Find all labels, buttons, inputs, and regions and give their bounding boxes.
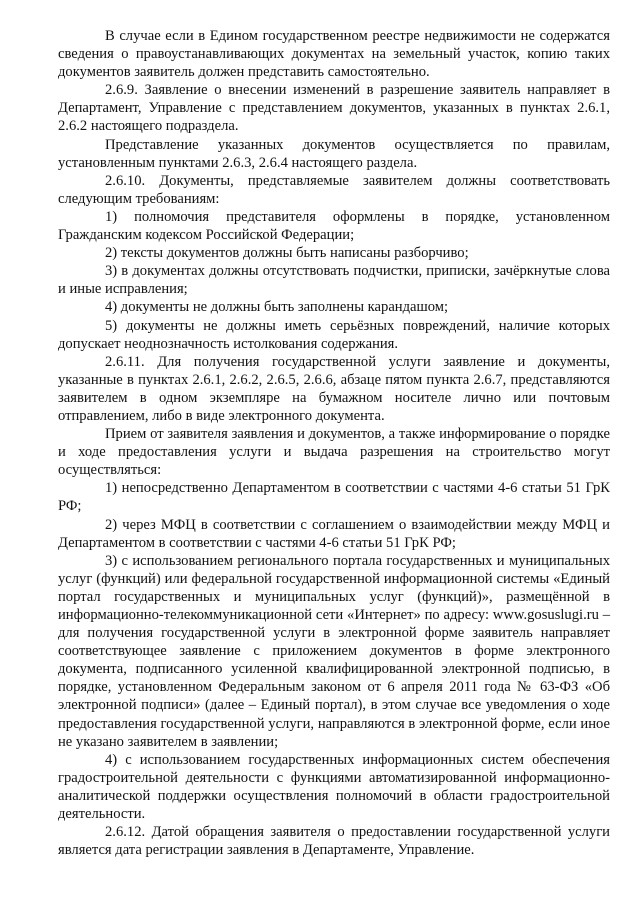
- paragraph-2-6-11: 2.6.11. Для получения государственной услуги заявление и документы, указанные в пунктах 2.6.1, 2.6.2, 2.6.5, 2.6.6, абзаце пятом пункта 2.6.7, представляются заявителем в одном экземпляре на бумажном носителе лично или почтовым отправлением, либо в виде электронного документа.: [58, 353, 610, 424]
- reception-item-4: 4) с использованием государственных информационных систем обеспечения градостроительной деятельности с функциями автоматизированной информационно-аналитической поддержки осуществления полномочий в области градостроительной деятельности.: [58, 751, 610, 823]
- paragraph-reception: Прием от заявителя заявления и документов, а также информирование о порядке и ходе предоставления услуги и выдача разрешения на строительство могут осуществляться:: [58, 426, 610, 479]
- requirement-item-3: 3) в документах должны отсутствовать подчистки, приписки, зачёркнутые слова и иные исправления;: [58, 263, 610, 298]
- requirement-item-5: 5) документы не должны иметь серьёзных повреждений, наличие которых допускает неоднозначность истолкования содержания.: [58, 317, 610, 352]
- requirement-item-2: 2) тексты документов должны быть написаны разборчиво;: [105, 245, 469, 262]
- requirement-item-1: 1) полномочия представителя оформлены в порядке, установленном Гражданским кодексом Российской Федерации;: [58, 208, 610, 244]
- reception-item-2: 2) через МФЦ в соответствии с соглашением о взаимодействии между МФЦ и Департаментом в соответствии с частями 4-6 статьи 51 ГрК РФ;: [58, 516, 610, 551]
- paragraph-egrn-documents: В случае если в Едином государственном реестре недвижимости не содержатся сведения о правоустанавливающих документах на земельный участок, копию таких документов заявитель должен представить самостоятельно.: [58, 28, 610, 81]
- paragraph-2-6-9: 2.6.9. Заявление о внесении изменений в разрешение заявитель направляет в Департамент, Управление с представлением документов, указанных в пунктах 2.6.1, 2.6.2 настоящего подраздела.: [58, 82, 610, 135]
- reception-item-3: 3) с использованием регионального портала государственных и муниципальных услуг (функций) или федеральной государственной информационной системы «Единый портал государственных и муниципальных услуг (функций)», размещённой в информационно-телекоммуникационной сети «Интернет» по адресу: www.gosuslugi.ru – для получения государственной услуги в электронной форме заявитель направляет соответствующее заявление с приложением документов в форме электронного документа, подписанного усиленной квалифицированной электронной подписью, в порядке, установленном Федеральным законом от 6 апреля 2011 года № 63-ФЗ «Об электронной подписи» (далее – Единый портал), в этом случае все уведомления о ходе предоставления государственной услуги, направляются в электронной форме, если иное не указано заявителем в заявлении;: [58, 552, 610, 750]
- requirement-item-4: 4) документы не должны быть заполнены карандашом;: [105, 299, 449, 316]
- paragraph-submission-rules: Представление указанных документов осуществляется по правилам, установленным пунктами 2.6.3, 2.6.4 настоящего раздела.: [58, 136, 610, 171]
- paragraph-2-6-10: 2.6.10. Документы, представляемые заявителем должны соответствовать следующим требованиям:: [58, 172, 610, 207]
- paragraph-2-6-12: 2.6.12. Датой обращения заявителя о предоставлении государственной услуги является дата регистрации заявления в Департаменте, Управление.: [58, 824, 610, 859]
- reception-item-1: 1) непосредственно Департаментом в соответствии с частями 4-6 статьи 51 ГрК РФ;: [58, 480, 610, 515]
- document-page: [58, 27, 610, 859]
